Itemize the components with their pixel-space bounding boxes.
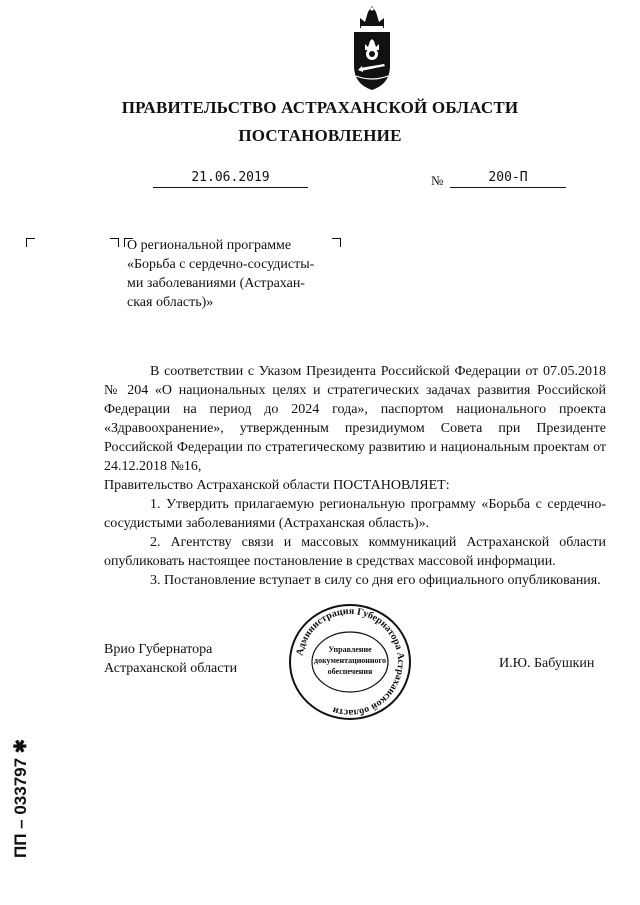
subject-line: ми заболеваниями (Астрахан- bbox=[127, 276, 305, 291]
subject-line: О региональной программе bbox=[127, 238, 292, 253]
decree-item: 3. Постановление вступает в силу со дня его официального опубликования. bbox=[150, 573, 601, 588]
address-corner-mark bbox=[26, 238, 35, 247]
decree-item: 2. Агентству связи и массовых коммуникаций Астраханской области опубликовать настоящее постановление в средствах массовой информации. bbox=[104, 535, 606, 569]
decree-line: Правительство Астраханской области ПОСТАНОВЛЯЕТ: bbox=[104, 478, 450, 493]
document-date: 21.06.2019 bbox=[191, 170, 270, 185]
stamp-center-text: обеспечения bbox=[327, 667, 373, 676]
document-body bbox=[104, 362, 606, 590]
number-underline bbox=[450, 187, 566, 188]
position-line: Врио Губернатора bbox=[104, 642, 213, 657]
subject-corner-mark bbox=[110, 238, 119, 247]
serial-text: ПП – 033797 ✱ bbox=[11, 738, 30, 858]
coat-of-arms-emblem bbox=[352, 6, 392, 92]
date-underline bbox=[153, 187, 308, 188]
stamp-ring-text: Администрация Губернатора Астраханской области bbox=[294, 605, 407, 719]
number-label: № bbox=[431, 173, 444, 188]
stamp-center-text: Управление bbox=[328, 645, 372, 654]
subject-line: ская область)» bbox=[127, 295, 214, 310]
organization-title: ПРАВИТЕЛЬСТВО АСТРАХАНСКОЙ ОБЛАСТИ bbox=[121, 98, 519, 117]
document-number: 200-П bbox=[488, 170, 528, 185]
document-subject bbox=[127, 236, 337, 312]
document-type: ПОСТАНОВЛЕНИЕ bbox=[238, 126, 402, 145]
position-line: Астраханской области bbox=[104, 661, 238, 676]
stamp-center-text: документационного bbox=[314, 656, 386, 665]
form-serial-number bbox=[4, 690, 34, 860]
signatory-name: И.Ю. Бабушкин bbox=[499, 656, 595, 671]
decree-item: 1. Утвердить прилагаемую региональную программу «Борьба с сердечно-сосудистыми заболеваниями (Астраханская область)». bbox=[104, 497, 606, 531]
subject-line: «Борьба с сердечно-сосудисты- bbox=[127, 257, 315, 272]
official-seal-stamp bbox=[286, 602, 414, 722]
signatory-position bbox=[104, 640, 237, 678]
preamble-paragraph: В соответствии с Указом Президента Российской Федерации от 07.05.2018 № 204 «О национальных целях и стратегических задачах развития Российской Федерации на период до 2024 года», паспортом национального проекта «Здравоохранение», утвержденным президиумом Совета при Президенте Российской Федерации по стратегическому развитию и национальным проектам от 24.12.2018 №16, bbox=[104, 364, 606, 474]
